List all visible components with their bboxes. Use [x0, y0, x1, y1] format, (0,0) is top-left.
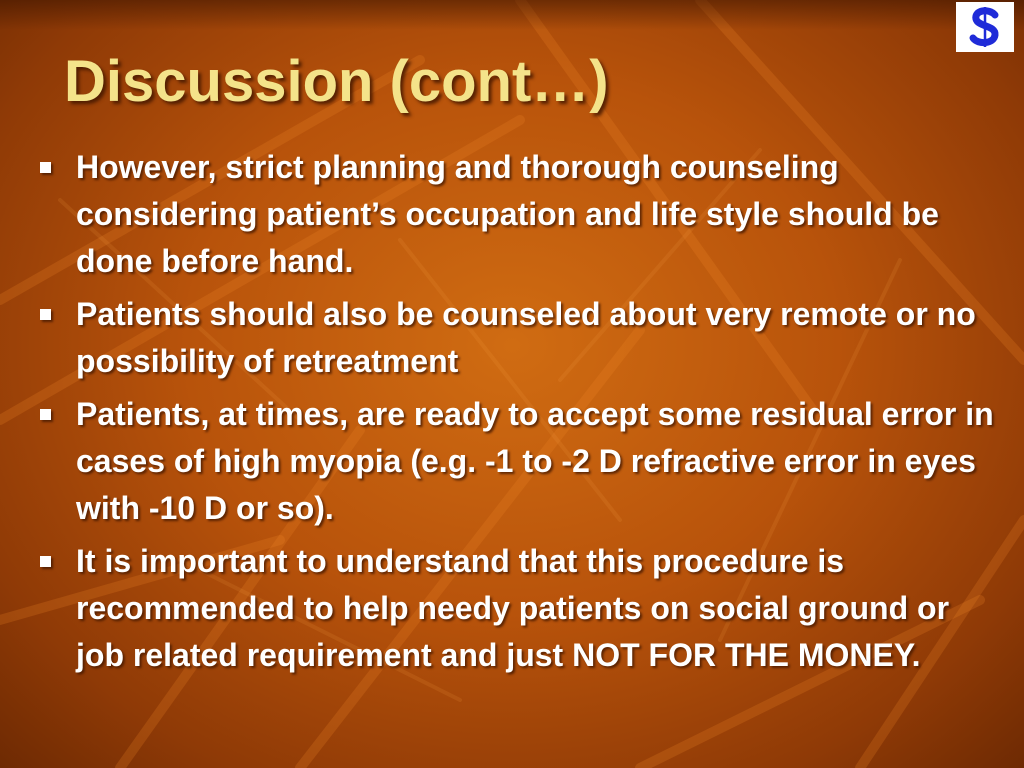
bullet-list: [36, 144, 1004, 685]
square-bullet-icon: [40, 556, 51, 567]
square-bullet-icon: [40, 162, 51, 173]
bullet-text: However, strict planning and thorough counseling considering patient’s occupation and life style should be done before hand.: [76, 149, 939, 279]
bullet-text: It is important to understand that this procedure is recommended to help needy patients on social ground or job related requirement and just NOT FOR THE MONEY.: [76, 543, 950, 673]
slide-title: Discussion (cont…): [64, 49, 609, 114]
bullet-item: [36, 391, 1004, 532]
bullet-text: Patients should also be counseled about very remote or no possibility of retreatment: [76, 296, 976, 379]
blue-s-emblem-icon: [965, 5, 1005, 49]
bullet-item: [36, 144, 1004, 285]
bullet-item: [36, 538, 1004, 679]
bullet-item: [36, 291, 1004, 385]
square-bullet-icon: [40, 309, 51, 320]
top-shadow-band: [0, 0, 1024, 30]
logo: [956, 2, 1014, 52]
square-bullet-icon: [40, 409, 51, 420]
bullet-text: Patients, at times, are ready to accept some residual error in cases of high myopia (e.g. -1 to -2 D refractive error in eyes with -10 D or so).: [76, 396, 994, 526]
